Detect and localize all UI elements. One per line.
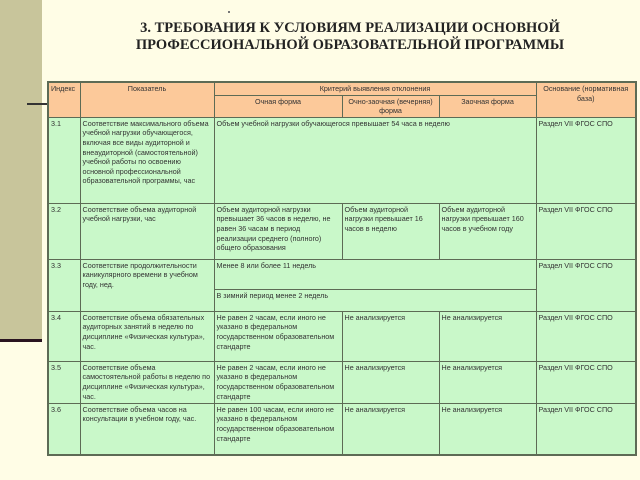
- title-line-2: ПРОФЕССИОНАЛЬНОЙ ОБРАЗОВАТЕЛЬНОЙ ПРОГРАММЫ: [135, 37, 565, 53]
- cell-correspondence: Не анализируется: [439, 361, 536, 403]
- title-line-1: 3. ТРЕБОВАНИЯ К УСЛОВИЯМ РЕАЛИЗАЦИИ ОСНОВНОЙ: [140, 20, 560, 36]
- cell-correspondence: Объем аудиторной нагрузки превышает 160 часов в учебном году: [439, 203, 536, 259]
- cell-basis: Раздел VII ФГОС СПО: [536, 203, 636, 259]
- header-basis: Основание (нормативная база): [536, 82, 636, 117]
- cell-index: 3.6: [48, 403, 80, 455]
- cell-full-time: Не равен 2 часам, если иного не указано в федеральном государственном образовательном стандарте: [214, 311, 342, 361]
- side-decoration-line: [0, 339, 42, 342]
- cell-full-time: Не равен 2 часам, если иного не указано в федеральном государственном образовательном стандарте: [214, 361, 342, 403]
- cell-index: 3.3: [48, 259, 80, 311]
- cell-basis: Раздел VII ФГОС СПО: [536, 403, 636, 455]
- table-row: [48, 311, 636, 361]
- cell-part-time: Объем аудиторной нагрузки превышает 16 часов в неделю: [342, 203, 439, 259]
- cell-criterion: Объем учебной нагрузки обучающегося превышает 54 часа в неделю: [214, 117, 536, 203]
- cell-indicator: Соответствие объема часов на консультации в учебном году, час.: [80, 403, 214, 455]
- requirements-table: [47, 81, 637, 456]
- cell-basis: Раздел VII ФГОС СПО: [536, 259, 636, 311]
- slide-title: [60, 20, 640, 54]
- cell-part-time: Не анализируется: [342, 403, 439, 455]
- cell-correspondence: Не анализируется: [439, 311, 536, 361]
- cell-index: 3.5: [48, 361, 80, 403]
- side-decoration-tick: [27, 103, 49, 105]
- cell-index: 3.1: [48, 117, 80, 203]
- header-correspondence: Заочная форма: [439, 95, 536, 117]
- table-row: [48, 361, 636, 403]
- table-row: [48, 203, 636, 259]
- cell-basis: Раздел VII ФГОС СПО: [536, 117, 636, 203]
- cell-indicator: Соответствие объема аудиторной учебной нагрузки, час: [80, 203, 214, 259]
- header-criterion: Критерий выявления отклонения: [214, 82, 536, 95]
- table-row: [48, 259, 636, 289]
- decoration-dot: [228, 11, 230, 13]
- cell-part-time: Не анализируется: [342, 311, 439, 361]
- header-full-time: Очная форма: [214, 95, 342, 117]
- cell-full-time: Не равен 100 часам, если иного не указано в федеральном государственном образовательном стандарте: [214, 403, 342, 455]
- header-indicator: Показатель: [80, 82, 214, 117]
- cell-indicator: Соответствие продолжительности каникулярного времени в учебном году, нед.: [80, 259, 214, 311]
- cell-indicator: Соответствие максимального объема учебной нагрузки обучающегося, включая все виды аудиторной и внеаудиторной (самостоятельной) учебной работы по освоению основной профессиональной образовательной программы, час: [80, 117, 214, 203]
- cell-indicator: Соответствие объема самостоятельной работы в неделю по дисциплине «Физическая культура», час.: [80, 361, 214, 403]
- cell-full-time: Объем аудиторной нагрузки превышает 36 часов в неделю, не равен 36 часам в период реализации среднего (полного) общего образования: [214, 203, 342, 259]
- header-index: Индекс: [48, 82, 80, 117]
- cell-criterion-b: В зимний период менее 2 недель: [214, 289, 536, 311]
- cell-indicator: Соответствие объема обязательных аудиторных занятий в неделю по дисциплине «Физическая культура», час.: [80, 311, 214, 361]
- table-row: [48, 117, 636, 203]
- side-decoration-band: [0, 0, 42, 342]
- cell-index: 3.4: [48, 311, 80, 361]
- table-row: [48, 403, 636, 455]
- header-row-1: [48, 82, 636, 95]
- cell-basis: Раздел VII ФГОС СПО: [536, 361, 636, 403]
- cell-part-time: Не анализируется: [342, 361, 439, 403]
- cell-index: 3.2: [48, 203, 80, 259]
- header-part-time: Очно-заочная (вечерняя) форма: [342, 95, 439, 117]
- cell-basis: Раздел VII ФГОС СПО: [536, 311, 636, 361]
- cell-correspondence: Не анализируется: [439, 403, 536, 455]
- cell-criterion-a: Менее 8 или более 11 недель: [214, 259, 536, 289]
